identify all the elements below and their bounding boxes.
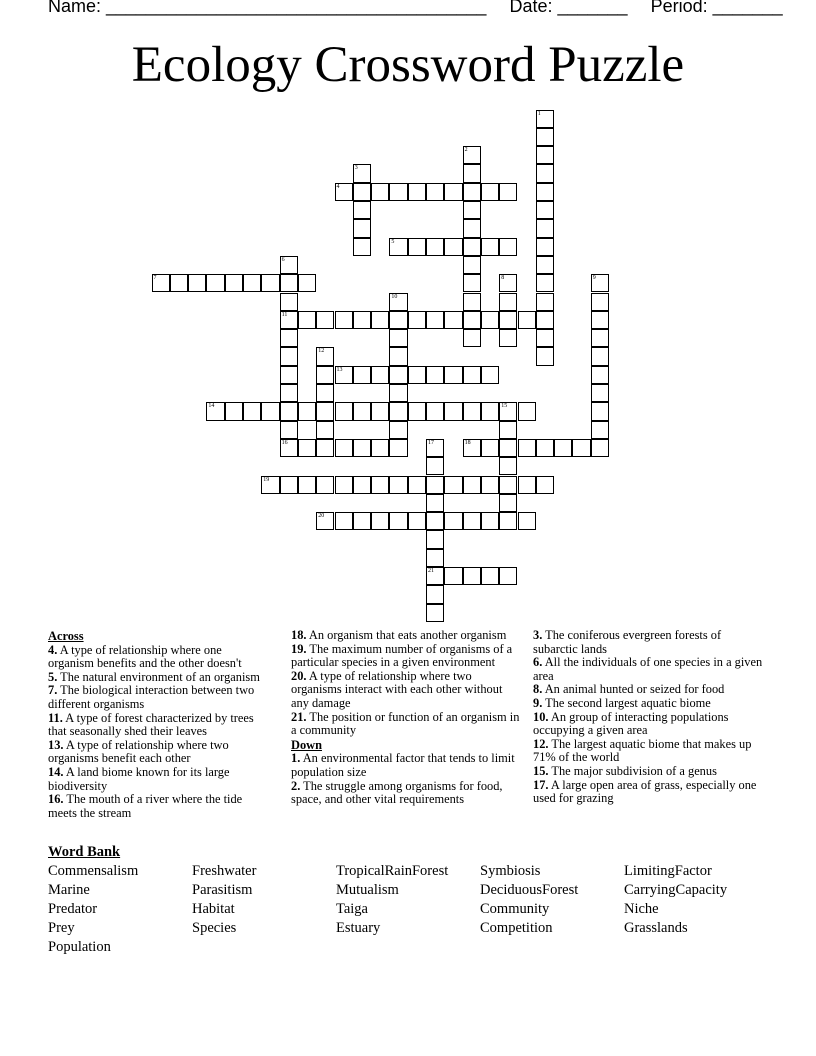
crossword-cell[interactable] <box>335 512 353 530</box>
crossword-cell[interactable] <box>444 567 462 585</box>
word-bank-item: Niche <box>624 901 659 917</box>
clue-down-15: 15. The major subdivision of a genus <box>533 763 717 778</box>
crossword-cell[interactable] <box>225 274 243 292</box>
crossword-cell[interactable] <box>426 512 444 530</box>
crossword-cell[interactable] <box>389 384 407 402</box>
crossword-cell[interactable] <box>261 402 279 420</box>
crossword-cell[interactable] <box>408 238 426 256</box>
crossword-cell[interactable] <box>499 183 517 201</box>
crossword-cell[interactable] <box>280 311 298 329</box>
crossword-cell[interactable] <box>280 384 298 402</box>
crossword-cell[interactable] <box>499 238 517 256</box>
clue-number: 15 <box>501 403 508 410</box>
crossword-cell[interactable] <box>481 512 499 530</box>
crossword-cell[interactable] <box>261 274 279 292</box>
clue-number: 9 <box>592 275 596 282</box>
crossword-cell[interactable] <box>499 329 517 347</box>
crossword-cell[interactable] <box>536 128 554 146</box>
crossword-cell[interactable] <box>426 238 444 256</box>
crossword-cell[interactable] <box>463 256 481 274</box>
crossword-cell[interactable] <box>280 439 298 457</box>
clue-down-10: 10. An group of interacting populations occupying a given area <box>533 709 729 738</box>
crossword-cell[interactable] <box>591 402 609 420</box>
clue-down-3: 3. The coniferous evergreen forests of subarctic lands <box>533 628 722 656</box>
word-bank-item: Competition <box>480 920 553 936</box>
crossword-cell[interactable] <box>536 274 554 292</box>
crossword-cell[interactable] <box>463 476 481 494</box>
crossword-cell[interactable] <box>518 311 536 329</box>
crossword-cell[interactable] <box>371 439 389 457</box>
crossword-cell[interactable] <box>280 256 298 274</box>
crossword-cell[interactable] <box>353 366 371 384</box>
crossword-cell[interactable] <box>298 311 316 329</box>
crossword-cell[interactable] <box>408 366 426 384</box>
crossword-cell[interactable] <box>499 476 517 494</box>
crossword-cell[interactable] <box>426 567 444 585</box>
clue-down-8: 8. An animal hunted or seized for food <box>533 682 725 697</box>
crossword-cell[interactable] <box>481 402 499 420</box>
crossword-cell[interactable] <box>389 512 407 530</box>
crossword-cell[interactable] <box>280 347 298 365</box>
crossword-cell[interactable] <box>426 530 444 548</box>
crossword-cell[interactable] <box>316 311 334 329</box>
crossword-cell[interactable] <box>353 476 371 494</box>
name-line[interactable]: Name: ______________________________________ <box>48 0 487 16</box>
clue-number: 19 <box>263 476 270 483</box>
crossword-cell[interactable] <box>426 439 444 457</box>
crossword-cell[interactable] <box>389 402 407 420</box>
clue-down-1: 1. An environmental factor that tends to limit population size <box>291 751 515 779</box>
crossword-cell[interactable] <box>353 219 371 237</box>
crossword-cell[interactable] <box>444 512 462 530</box>
crossword-cell[interactable] <box>353 311 371 329</box>
crossword-cell[interactable] <box>371 402 389 420</box>
crossword-cell[interactable] <box>591 311 609 329</box>
crossword-cell[interactable] <box>463 311 481 329</box>
crossword-cell[interactable] <box>591 366 609 384</box>
crossword-cell[interactable] <box>353 402 371 420</box>
crossword-cell[interactable] <box>591 439 609 457</box>
crossword-cell[interactable] <box>371 476 389 494</box>
crossword-cell[interactable] <box>408 402 426 420</box>
crossword-cell[interactable] <box>280 329 298 347</box>
crossword-cell[interactable] <box>481 366 499 384</box>
crossword-cell[interactable] <box>518 512 536 530</box>
crossword-cell[interactable] <box>408 476 426 494</box>
word-bank-item: Mutualism <box>336 882 399 898</box>
crossword-cell[interactable] <box>591 347 609 365</box>
crossword-cell[interactable] <box>499 311 517 329</box>
clue-number: 17 <box>428 439 434 446</box>
crossword-cell[interactable] <box>298 402 316 420</box>
word-bank-item: Community <box>480 901 550 917</box>
crossword-cell[interactable] <box>353 201 371 219</box>
crossword-cell[interactable] <box>280 274 298 292</box>
crossword-cell[interactable] <box>335 402 353 420</box>
crossword-cell[interactable] <box>389 439 407 457</box>
crossword-cell[interactable] <box>444 402 462 420</box>
crossword-cell[interactable] <box>298 274 316 292</box>
word-bank-item: Grasslands <box>624 920 688 936</box>
page-title: Ecology Crossword Puzzle <box>131 37 685 93</box>
crossword-cell[interactable] <box>536 164 554 182</box>
crossword-cell[interactable] <box>481 439 499 457</box>
crossword-cell[interactable] <box>408 512 426 530</box>
clue-down-9: 9. The second largest aquatic biome <box>533 695 711 710</box>
crossword-cell[interactable] <box>371 183 389 201</box>
crossword-cell[interactable] <box>316 476 334 494</box>
word-bank-heading: Word Bank <box>48 844 121 860</box>
crossword-cell[interactable] <box>280 476 298 494</box>
crossword-cell[interactable] <box>444 366 462 384</box>
clue-across-16: 16. The mouth of a river where the tide meets the stream <box>48 792 243 820</box>
crossword-cell[interactable] <box>499 567 517 585</box>
word-bank-item: Prey <box>48 920 75 936</box>
clue-number: 21 <box>428 568 434 574</box>
word-bank-item: Freshwater <box>192 863 257 879</box>
crossword-cell[interactable] <box>536 476 554 494</box>
crossword-cell[interactable] <box>389 329 407 347</box>
crossword-cell[interactable] <box>426 183 444 201</box>
crossword-cell[interactable] <box>591 384 609 402</box>
crossword-cell[interactable] <box>316 512 334 530</box>
crossword-cell[interactable] <box>536 347 554 365</box>
crossword-cell[interactable] <box>426 457 444 475</box>
clue-down-2: 2. The struggle among organisms for food, space, and other vital requirements <box>291 778 503 807</box>
crossword-cell[interactable] <box>518 476 536 494</box>
crossword-cell[interactable] <box>206 402 224 420</box>
crossword-cell[interactable] <box>335 439 353 457</box>
crossword-cell[interactable] <box>335 476 353 494</box>
crossword-cell[interactable] <box>591 329 609 347</box>
crossword-cell[interactable] <box>444 238 462 256</box>
clue-across-21: 21. The position or function of an organism in a community <box>291 709 520 738</box>
clue-across-4: 4. A type of relationship where one organism benefits and the other doesn't <box>48 642 242 671</box>
word-bank-item: Species <box>192 920 237 936</box>
crossword-cell[interactable] <box>536 146 554 164</box>
crossword-cell[interactable] <box>280 293 298 311</box>
crossword-cell[interactable] <box>152 274 170 292</box>
crossword-cell[interactable] <box>463 146 481 164</box>
clue-across-19: 19. The maximum number of organisms of a particular species in a given environment <box>291 641 513 670</box>
word-bank-item: Commensalism <box>48 863 139 879</box>
clue-down-6: 6. All the individuals of one species in a given area <box>533 655 763 683</box>
crossword-cell[interactable] <box>463 329 481 347</box>
period-line[interactable]: Period: _______ <box>650 0 783 16</box>
crossword-cell[interactable] <box>316 347 334 365</box>
crossword-cell[interactable] <box>335 183 353 201</box>
clue-number: 11 <box>281 311 288 318</box>
clue-number: 2 <box>464 147 468 154</box>
crossword-cell[interactable] <box>518 439 536 457</box>
clue-number: 12 <box>318 348 325 355</box>
crossword-cell[interactable] <box>335 311 353 329</box>
crossword-cell[interactable] <box>481 311 499 329</box>
crossword-cell[interactable] <box>536 201 554 219</box>
crossword-cell[interactable] <box>481 476 499 494</box>
crossword-cell[interactable] <box>591 421 609 439</box>
crossword-cell[interactable] <box>298 439 316 457</box>
crossword-cell[interactable] <box>463 402 481 420</box>
crossword-cell[interactable] <box>518 402 536 420</box>
clue-number: 3 <box>354 165 358 172</box>
clue-down-17: 17. A large open area of grass, especially one used for grazing <box>533 777 757 806</box>
word-bank-item: DeciduousForest <box>480 882 579 898</box>
crossword-cell[interactable] <box>463 274 481 292</box>
clue-across-7: 7. The biological interaction between two different organisms <box>48 683 255 711</box>
crossword-cell[interactable] <box>316 439 334 457</box>
crossword-cell[interactable] <box>463 238 481 256</box>
crossword-cell[interactable] <box>280 366 298 384</box>
crossword-cell[interactable] <box>499 293 517 311</box>
crossword-cell[interactable] <box>426 604 444 622</box>
word-bank-item: Marine <box>48 882 90 898</box>
crossword-cell[interactable] <box>426 494 444 512</box>
crossword-cell[interactable] <box>536 219 554 237</box>
crossword-cell[interactable] <box>499 494 517 512</box>
date-line[interactable]: Date: _______ <box>509 0 628 16</box>
crossword-cell[interactable] <box>243 274 261 292</box>
crossword-cell[interactable] <box>591 293 609 311</box>
clue-number: 10 <box>391 293 398 300</box>
crossword-cell[interactable] <box>316 384 334 402</box>
clue-number: 6 <box>281 256 285 263</box>
crossword-cell[interactable] <box>536 329 554 347</box>
clue-number: 13 <box>336 366 343 373</box>
crossword-cell[interactable] <box>463 183 481 201</box>
crossword-cell[interactable] <box>536 238 554 256</box>
crossword-cell[interactable] <box>499 402 517 420</box>
crossword-cell[interactable] <box>444 476 462 494</box>
crossword-cell[interactable] <box>426 476 444 494</box>
crossword-cell[interactable] <box>481 238 499 256</box>
crossword-cell[interactable] <box>426 549 444 567</box>
crossword-cell[interactable] <box>261 476 279 494</box>
crossword-cell[interactable] <box>280 421 298 439</box>
crossword-cell[interactable] <box>444 183 462 201</box>
crossword-cell[interactable] <box>371 512 389 530</box>
clue-number: 4 <box>336 183 340 190</box>
crossword-cell[interactable] <box>536 110 554 128</box>
crossword-cell[interactable] <box>499 512 517 530</box>
crossword-cell[interactable] <box>353 512 371 530</box>
crossword-cell[interactable] <box>463 439 481 457</box>
crossword-cell[interactable] <box>389 421 407 439</box>
crossword-cell[interactable] <box>243 402 261 420</box>
crossword-cell[interactable] <box>389 183 407 201</box>
crossword-cell[interactable] <box>463 164 481 182</box>
crossword-cell[interactable] <box>426 366 444 384</box>
crossword-cell[interactable] <box>316 421 334 439</box>
word-bank-item: Habitat <box>192 901 235 917</box>
crossword-cell[interactable] <box>353 439 371 457</box>
crossword-cell[interactable] <box>335 366 353 384</box>
clue-across-11: 11. A type of forest characterized by trees that seasonally shed their leaves <box>48 710 254 739</box>
crossword-cell[interactable] <box>389 476 407 494</box>
crossword-cell[interactable] <box>298 476 316 494</box>
crossword-cell[interactable] <box>572 439 590 457</box>
word-bank-item: TropicalRainForest <box>336 863 449 879</box>
crossword-cell[interactable] <box>408 311 426 329</box>
clue-across-5: 5. The natural environment of an organism <box>48 669 260 684</box>
crossword-cell[interactable] <box>536 311 554 329</box>
word-bank-item: Estuary <box>336 920 381 936</box>
clue-column-1 <box>48 629 270 820</box>
crossword-cell[interactable] <box>463 293 481 311</box>
crossword-cell[interactable] <box>389 238 407 256</box>
clue-column-3 <box>533 629 765 806</box>
crossword-cell[interactable] <box>389 293 407 311</box>
crossword-cell[interactable] <box>426 585 444 603</box>
crossword-cell[interactable] <box>536 183 554 201</box>
down-heading: Down <box>291 737 322 752</box>
crossword-cell[interactable] <box>536 439 554 457</box>
across-heading: Across <box>48 629 84 643</box>
crossword-cell[interactable] <box>371 311 389 329</box>
clue-number: 1 <box>537 110 541 117</box>
clue-number: 16 <box>281 439 288 446</box>
word-bank-item: Symbiosis <box>480 863 541 879</box>
clue-number: 7 <box>153 275 157 282</box>
crossword-cell[interactable] <box>353 238 371 256</box>
crossword-cell[interactable] <box>426 402 444 420</box>
clue-across-13: 13. A type of relationship where two organisms benefit each other <box>48 737 229 766</box>
crossword-cell[interactable] <box>463 512 481 530</box>
crossword-cell[interactable] <box>206 274 224 292</box>
crossword-cell[interactable] <box>426 311 444 329</box>
clue-number: 14 <box>208 403 215 410</box>
crossword-cell[interactable] <box>353 183 371 201</box>
crossword-cell[interactable] <box>499 457 517 475</box>
crossword-cell[interactable] <box>499 274 517 292</box>
crossword-cell[interactable] <box>316 366 334 384</box>
crossword-cell[interactable] <box>389 366 407 384</box>
crossword-cell[interactable] <box>591 274 609 292</box>
word-bank-item: Population <box>48 939 111 955</box>
crossword-cell[interactable] <box>188 274 206 292</box>
crossword-cell[interactable] <box>463 567 481 585</box>
crossword-cell[interactable] <box>481 183 499 201</box>
clue-across-20: 20. A type of relationship where two organisms interact with each other without any damage <box>291 668 503 710</box>
crossword-cell[interactable] <box>536 256 554 274</box>
crossword-cell[interactable] <box>389 347 407 365</box>
crossword-cell[interactable] <box>371 366 389 384</box>
crossword-cell[interactable] <box>389 311 407 329</box>
crossword-cell[interactable] <box>463 366 481 384</box>
word-bank-item: Parasitism <box>192 882 253 898</box>
crossword-cell[interactable] <box>463 219 481 237</box>
crossword-cell[interactable] <box>481 567 499 585</box>
clue-across-18: 18. An organism that eats another organism <box>291 628 507 642</box>
word-bank-item: CarryingCapacity <box>624 882 728 898</box>
word-bank-item: LimitingFactor <box>624 863 712 879</box>
word-bank-item: Predator <box>48 901 98 917</box>
clue-across-14: 14. A land biome known for its large biodiversity <box>48 764 230 793</box>
crossword-cell[interactable] <box>499 439 517 457</box>
crossword-cell[interactable] <box>170 274 188 292</box>
crossword-cell[interactable] <box>353 164 371 182</box>
clue-number: 18 <box>464 439 471 446</box>
crossword-cell[interactable] <box>554 439 572 457</box>
crossword-cell[interactable] <box>463 201 481 219</box>
crossword-cell[interactable] <box>408 183 426 201</box>
crossword-cell[interactable] <box>536 293 554 311</box>
clue-number: 20 <box>318 513 325 520</box>
clue-down-12: 12. The largest aquatic biome that makes up 71% of the world <box>533 736 752 765</box>
crossword-cell[interactable] <box>316 402 334 420</box>
clue-column-2 <box>291 629 521 807</box>
crossword-cell[interactable] <box>280 402 298 420</box>
crossword-cell[interactable] <box>499 421 517 439</box>
crossword-cell[interactable] <box>444 311 462 329</box>
clue-number: 8 <box>501 275 505 282</box>
word-bank-item: Taiga <box>336 901 368 917</box>
clue-number: 5 <box>391 238 395 245</box>
crossword-cell[interactable] <box>225 402 243 420</box>
